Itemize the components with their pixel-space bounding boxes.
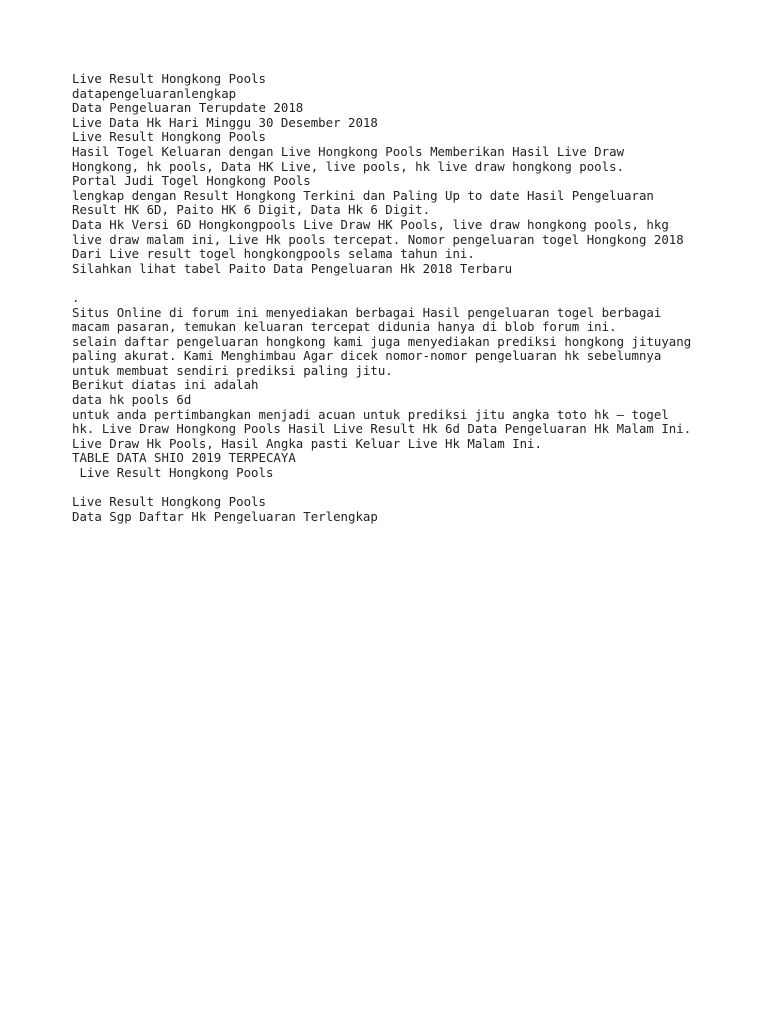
text-line: Situs Online di forum ini menyediakan berbagai Hasil pengeluaran togel berbagai xyxy=(72,304,662,320)
text-line: untuk anda pertimbangkan menjadi acuan untuk prediksi jitu angka toto hk – togel xyxy=(72,406,669,422)
text-line: Live Result Hongkong Pools xyxy=(72,129,266,145)
text-line: data hk pools 6d xyxy=(72,392,192,408)
text-line: Live Draw Hk Pools, Hasil Angka pasti Keluar Live Hk Malam Ini. xyxy=(72,435,542,451)
text-line: Dari Live result togel hongkongpools selama tahun ini. xyxy=(72,246,475,262)
text-line: macam pasaran, temukan keluaran tercepat didunia hanya di blob forum ini. xyxy=(72,319,617,335)
text-line: selain daftar pengeluaran hongkong kami juga menyediakan prediksi hongkong jituyang xyxy=(72,333,692,349)
text-line: Live Result Hongkong Pools xyxy=(72,71,266,86)
text-line: hk. Live Draw Hongkong Pools Hasil Live Result Hk 6d Data Pengeluaran Hk Malam Ini. xyxy=(72,421,692,437)
text-line: Silahkan lihat tabel Paito Data Pengeluaran Hk 2018 Terbaru xyxy=(72,260,513,276)
text-line: Hasil Togel Keluaran dengan Live Hongkong Pools Memberikan Hasil Live Draw xyxy=(72,143,625,159)
text-line: untuk membuat sendiri prediksi paling jitu. xyxy=(72,362,393,378)
text-line: Data Sgp Daftar Hk Pengeluaran Terlengkap xyxy=(72,508,378,524)
text-line: datapengeluaranlengkap xyxy=(72,85,237,101)
text-line: paling akurat. Kami Menghimbau Agar dicek nomor-nomor pengeluaran hk sebelumnya xyxy=(72,348,662,364)
text-line: Hongkong, hk pools, Data HK Live, live pools, hk live draw hongkong pools. xyxy=(72,158,625,174)
text-line: Result HK 6D, Paito HK 6 Digit, Data Hk 6 Digit. xyxy=(72,202,431,218)
text-line: Data Hk Versi 6D Hongkongpools Live Draw HK Pools, live draw hongkong pools, hkg xyxy=(72,216,669,232)
text-line: Berikut diatas ini adalah xyxy=(72,377,259,393)
text-line: live draw malam ini, Live Hk pools tercepat. Nomor pengeluaran togel Hongkong 2018 xyxy=(72,231,684,247)
blank-line xyxy=(72,276,712,291)
document-page xyxy=(72,72,712,524)
text-line: Portal Judi Togel Hongkong Pools xyxy=(72,173,311,189)
text-line: lengkap dengan Result Hongkong Terkini dan Paling Up to date Hasil Pengeluaran xyxy=(72,187,654,203)
blank-line xyxy=(72,481,712,496)
text-line: . xyxy=(72,289,80,305)
text-line: TABLE DATA SHIO 2019 TERPECAYA xyxy=(72,450,296,466)
text-line: Live Result Hongkong Pools xyxy=(72,494,266,510)
text-line: Live Result Hongkong Pools xyxy=(72,465,274,481)
text-line: Data Pengeluaran Terupdate 2018 xyxy=(72,100,304,116)
text-line: Live Data Hk Hari Minggu 30 Desember 2018 xyxy=(72,114,378,130)
